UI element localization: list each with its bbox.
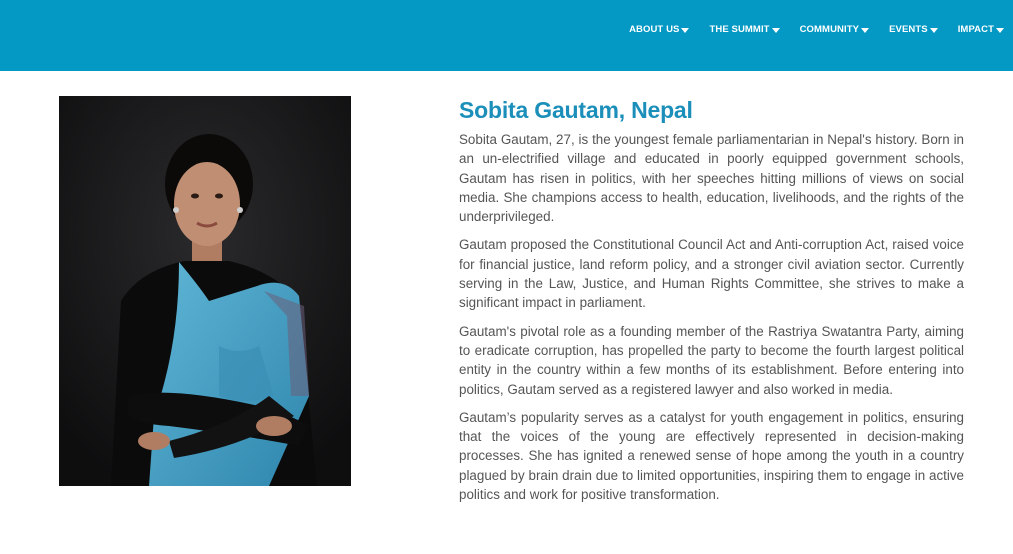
- profile-photo: [59, 96, 351, 486]
- nav-item-label: EVENTS: [889, 24, 928, 35]
- bio-paragraph-4: Gautam’s popularity serves as a catalyst for youth engagement in politics, ensuring that the voices of the young are effectively represented in decision-making processes. She has ignited a renewed sense of hope among the youth in a country plagued by brain drain due to limited opportunities, inspiring them to engage in active politics and work for positive transformation.: [459, 409, 964, 503]
- nav-item-impact[interactable]: [958, 24, 1004, 35]
- bio-paragraph-1: Sobita Gautam, 27, is the youngest female parliamentarian in Nepal's history. Born in an un-electrified village and educated in poorly equipped government schools, Gautam has risen in politics, with her speeches hitting millions of views on social media. She champions access to health, education, livelihoods, and the rights of the underprivileged.: [459, 132, 964, 225]
- nav-item-label: COMMUNITY: [799, 24, 860, 35]
- nav-item-about-us[interactable]: [629, 24, 689, 35]
- nav-item-community[interactable]: [800, 24, 869, 35]
- caret-down-icon: [930, 28, 938, 33]
- bio-paragraph-2: Gautam proposed the Constitutional Council Act and Anti-corruption Act, raised voice for financial justice, land reform policy, and a stronger civil aviation sector. Currently serving in the Law, Justice, and Human Rights Committee, she strives to make a significant impact in parliament.: [459, 237, 964, 311]
- main-nav: [629, 24, 1004, 35]
- caret-down-icon: [996, 28, 1004, 33]
- nav-item-label: THE SUMMIT: [709, 24, 770, 35]
- profile-name: Sobita Gautam, Nepal: [459, 97, 693, 123]
- nav-item-label: IMPACT: [957, 24, 994, 35]
- caret-down-icon: [861, 28, 869, 33]
- site-header: [0, 0, 1013, 71]
- nav-item-label: ABOUT US: [629, 24, 680, 35]
- caret-down-icon: [681, 28, 689, 33]
- profile-content: [459, 96, 964, 513]
- nav-item-the-summit[interactable]: [709, 24, 779, 35]
- nav-item-events[interactable]: [889, 24, 938, 35]
- bio-paragraph-3: Gautam's pivotal role as a founding member of the Rastriya Swatantra Party, aiming to eradicate corruption, has propelled the party to become the fourth largest political entity in the country within a few months of its establishment. Before entering into politics, Gautam served as a registered lawyer and also worked in media.: [459, 323, 964, 397]
- caret-down-icon: [772, 28, 780, 33]
